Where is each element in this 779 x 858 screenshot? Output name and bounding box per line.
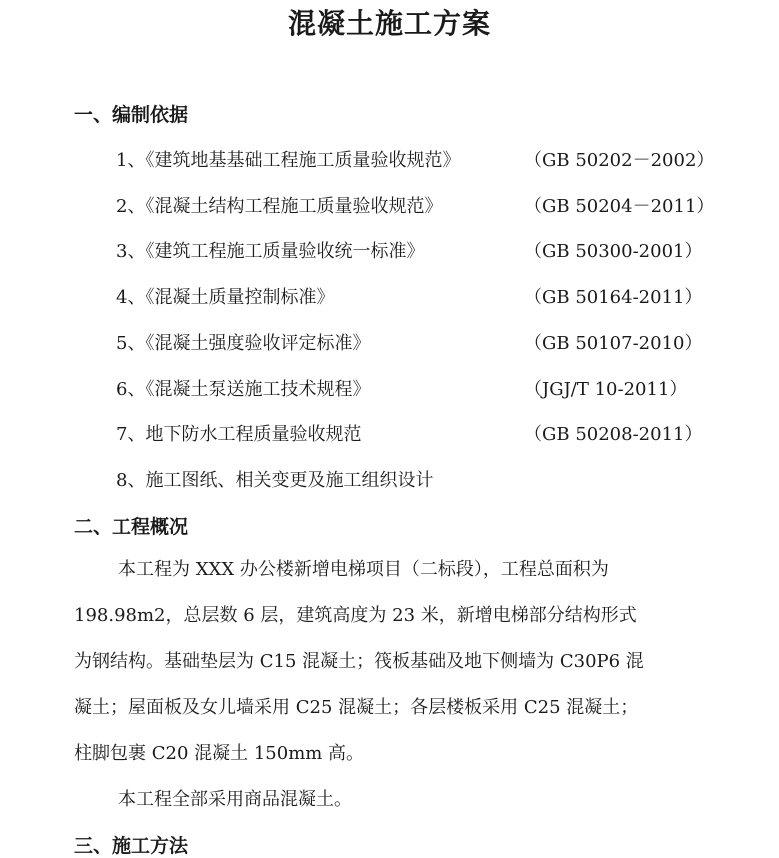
reference-code: （GB 50300-2001） [524, 241, 703, 262]
reference-title: 2、《混凝土结构工程施工质量验收规范》 [116, 196, 443, 217]
document-title: 混凝土施工方案 [287, 7, 491, 40]
overview-paragraph [74, 547, 694, 777]
reference-item [116, 466, 716, 496]
reference-item [116, 375, 716, 405]
reference-title: 7、地下防水工程质量验收规范 [116, 424, 362, 445]
reference-title: 8、施工图纸、相关变更及施工组织设计 [116, 470, 434, 491]
reference-code: （GB 50164-2011） [524, 287, 703, 308]
reference-code: （GB 50107-2010） [524, 333, 703, 354]
reference-code: （GB 50208-2011） [524, 424, 703, 445]
reference-title: 1、《建筑地基基础工程施工质量验收规范》 [116, 150, 461, 171]
reference-title: 6、《混凝土泵送施工技术规程》 [116, 379, 371, 400]
section-heading-basis: 一、编制依据 [74, 104, 189, 126]
reference-title: 3、《建筑工程施工质量验收统一标准》 [116, 241, 425, 262]
concrete-note-paragraph [74, 777, 694, 823]
reference-item [116, 237, 716, 267]
reference-item [116, 283, 716, 313]
section-heading-overview: 二、工程概况 [74, 516, 189, 538]
reference-code: （JGJ/T 10-2011） [524, 379, 688, 400]
reference-item [116, 192, 716, 222]
reference-code: （GB 50202－2002） [524, 150, 715, 171]
reference-item [116, 146, 716, 176]
reference-code: （GB 50204－2011） [524, 196, 715, 217]
reference-title: 4、《混凝土质量控制标准》 [116, 287, 335, 308]
section-heading-method: 三、施工方法 [74, 835, 189, 857]
paragraph-line: 凝土；屋面板及女儿墙采用 C25 混凝土；各层楼板采用 C25 混凝土； [74, 697, 639, 718]
paragraph-line: 本工程全部采用商品混凝土。 [118, 789, 352, 810]
paragraph-line: 198.98m2，总层数 6 层，建筑高度为 23 米，新增电梯部分结构形式 [74, 605, 637, 626]
reference-item [116, 329, 716, 359]
reference-item [116, 420, 716, 450]
paragraph-line: 本工程为 XXX 办公楼新增电梯项目（二标段），工程总面积为 [118, 559, 609, 580]
paragraph-line: 为钢结构。基础垫层为 C15 混凝土；筏板基础及地下侧墙为 C30P6 混 [74, 651, 644, 672]
paragraph-line: 柱脚包裹 C20 混凝土 150mm 高。 [74, 743, 365, 764]
reference-title: 5、《混凝土强度验收评定标准》 [116, 333, 371, 354]
